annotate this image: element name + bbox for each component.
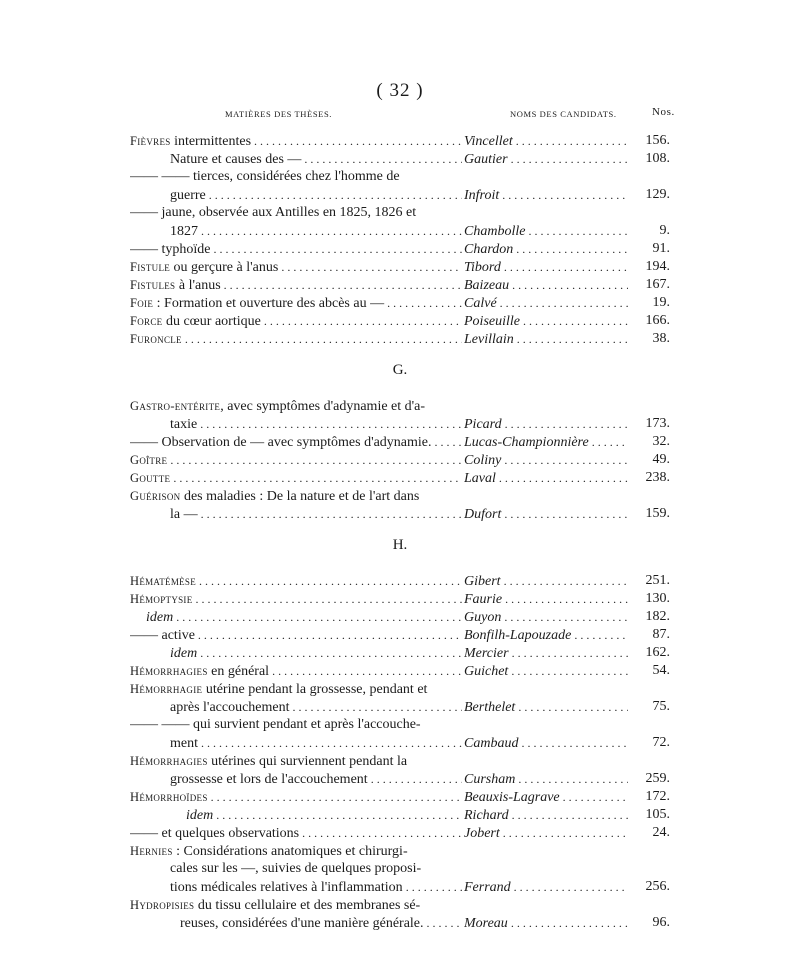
thesis-number: 105.	[628, 806, 670, 824]
index-entry	[130, 662, 670, 680]
candidate-name: Richard	[464, 808, 509, 823]
candidate-name: Chambolle	[464, 224, 526, 239]
index-entry	[130, 842, 670, 860]
candidate-name: Cursham	[464, 772, 516, 787]
index-entry	[130, 698, 670, 716]
thesis-number: 91.	[628, 240, 670, 258]
thesis-number: 172.	[628, 788, 670, 806]
entry-subject	[130, 505, 462, 524]
index-entry	[130, 294, 670, 312]
thesis-number: 38.	[628, 330, 670, 348]
entry-text: taxie	[170, 417, 198, 432]
entry-text: —— —— tierces, considérées chez l'homme de	[130, 169, 400, 184]
thesis-number: 129.	[628, 186, 670, 204]
candidate-name: Gibert	[464, 574, 501, 589]
index-entry	[130, 770, 670, 788]
index-entry	[130, 644, 670, 662]
candidate-name: Chardon	[464, 242, 514, 257]
index-entry	[130, 222, 670, 240]
entry-heading: Hydropisies	[130, 898, 195, 912]
index-entry	[130, 914, 670, 932]
index-entry	[130, 415, 670, 433]
index-entry	[130, 132, 670, 150]
thesis-number: 173.	[628, 415, 670, 433]
candidate-name: Infroit	[464, 188, 500, 203]
index-entry	[130, 240, 670, 258]
index-entry	[130, 204, 670, 222]
entry-text: cales sur les —, suivies de quelques proposi-	[170, 861, 422, 876]
entry-heading: Goutte	[130, 471, 171, 485]
column-header-noms: NOMS DES CANDIDATS.	[510, 109, 617, 119]
entry-text: intermittentes	[170, 134, 252, 149]
entry-subject	[130, 842, 462, 861]
entry-subject	[130, 914, 462, 933]
entry-subject	[130, 572, 462, 591]
column-header-numero: Nos.	[652, 106, 675, 118]
section-letter: G.	[392, 362, 408, 378]
entry-text: la —	[170, 507, 198, 522]
candidate-name: Picard	[464, 417, 502, 432]
thesis-number: 49.	[628, 451, 670, 469]
candidate-name: Faurie	[464, 592, 503, 607]
candidate-name: Guyon	[464, 610, 502, 625]
thesis-number: 156.	[628, 132, 670, 150]
entry-text: —— Observation de — avec symptômes d'adynamie.	[130, 435, 432, 450]
entry-text: idem	[186, 808, 214, 823]
entry-heading: Guérison	[130, 489, 181, 503]
thesis-number: 87.	[628, 626, 670, 644]
index-entry	[130, 330, 670, 348]
index-entry	[130, 469, 670, 487]
entry-text: 1827	[170, 224, 198, 239]
thesis-number: 256.	[628, 878, 670, 896]
entry-text: du tissu cellulaire et des membranes sé-	[194, 898, 421, 913]
index-entry	[130, 806, 670, 824]
index-entry	[130, 451, 670, 469]
entry-subject	[130, 168, 462, 186]
thesis-number: 167.	[628, 276, 670, 294]
thesis-number: 32.	[628, 433, 670, 451]
index-entry	[130, 608, 670, 626]
entry-text: Nature et causes des —	[170, 152, 302, 167]
entry-subject	[130, 824, 462, 843]
candidate-name: Calvé	[464, 296, 497, 311]
entry-subject	[130, 330, 462, 349]
entry-heading: Force	[130, 314, 163, 328]
entry-subject	[130, 788, 462, 807]
entry-subject	[130, 716, 462, 734]
entry-text: tions médicales relatives à l'inflammation	[170, 880, 403, 895]
entry-subject	[130, 806, 462, 825]
candidate-name: Lucas-Championnière	[464, 435, 589, 450]
entry-text: , avec symptômes d'adynamie et d'a-	[220, 399, 426, 414]
index-entry	[130, 626, 670, 644]
entry-subject	[130, 240, 462, 259]
entry-subject	[130, 204, 462, 222]
candidate-name: Laval	[464, 471, 496, 486]
index-entry	[130, 186, 670, 204]
index-entry	[130, 168, 670, 186]
index-entry	[130, 860, 670, 878]
thesis-number: 259.	[628, 770, 670, 788]
entry-subject	[130, 770, 462, 789]
entry-subject	[130, 469, 462, 488]
thesis-number: 19.	[628, 294, 670, 312]
candidate-name: Bonfilh-Lapouzade	[464, 628, 572, 643]
entry-subject	[130, 896, 462, 915]
entry-subject	[130, 294, 462, 313]
thesis-number: 194.	[628, 258, 670, 276]
entry-heading: Hématémèse	[130, 574, 197, 588]
thesis-number: 24.	[628, 824, 670, 842]
entry-text: guerre	[170, 188, 206, 203]
candidate-name: Ferrand	[464, 880, 511, 895]
index-entry	[130, 258, 670, 276]
candidate-name: Tibord	[464, 260, 501, 275]
entry-text: utérines qui surviennent pendant la	[207, 754, 408, 769]
entry-subject	[130, 186, 462, 205]
index-entry	[130, 397, 670, 415]
entry-text: —— active	[130, 628, 195, 643]
index-entry	[130, 433, 670, 451]
thesis-number: 130.	[628, 590, 670, 608]
page-number: ( 32 )	[376, 80, 424, 101]
thesis-number: 96.	[628, 914, 670, 932]
entry-text: : Considérations anatomiques et chirurgi-	[172, 844, 408, 859]
thesis-number: 72.	[628, 734, 670, 752]
index-entry	[130, 487, 670, 505]
entry-subject	[130, 258, 462, 277]
entry-text: ment	[170, 736, 198, 751]
entry-subject	[130, 397, 462, 416]
candidate-name: Gautier	[464, 152, 508, 167]
entry-subject	[130, 222, 462, 241]
candidate-name: Levillain	[464, 332, 514, 347]
entry-text: utérine pendant la grossesse, pendant et	[202, 682, 428, 697]
entry-heading: Hernies	[130, 844, 173, 858]
entry-subject	[130, 433, 462, 452]
entry-text: : Formation et ouverture des abcès au —	[153, 296, 385, 311]
index-entry	[130, 896, 670, 914]
entry-text: —— jaune, observée aux Antilles en 1825, 1826 et	[130, 205, 417, 220]
entry-text: après l'accouchement	[170, 700, 290, 715]
entry-text: idem	[146, 610, 174, 625]
entry-heading: Fièvres	[130, 134, 171, 148]
entry-subject	[130, 132, 462, 151]
index-entry	[130, 312, 670, 330]
column-header-matieres: MATIÈRES DES THÈSES.	[225, 109, 333, 119]
entry-text: —— et quelques observations	[130, 826, 300, 841]
entry-heading: Furoncle	[130, 332, 182, 346]
index-entry	[130, 752, 670, 770]
thesis-number: 182.	[628, 608, 670, 626]
entry-heading: Hémorrhagie	[130, 682, 203, 696]
entry-text: en général	[207, 664, 270, 679]
entry-heading: Fistule	[130, 260, 171, 274]
entry-subject	[130, 451, 462, 470]
thesis-number: 166.	[628, 312, 670, 330]
index-entry	[130, 716, 670, 734]
entry-subject	[130, 590, 462, 609]
entry-text: idem	[170, 646, 198, 661]
section-letter: H.	[392, 537, 408, 553]
index-entry	[130, 680, 670, 698]
entry-subject	[130, 312, 462, 331]
candidate-name: Coliny	[464, 453, 502, 468]
candidate-name: Mercier	[464, 646, 509, 661]
candidate-name: Guichet	[464, 664, 509, 679]
index-entry	[130, 734, 670, 752]
entry-subject	[130, 698, 462, 717]
entry-text: —— —— qui survient pendant et après l'accouche-	[130, 717, 421, 732]
entry-subject	[130, 276, 462, 295]
entry-heading: Gastro-entérite	[130, 399, 221, 413]
entry-text: —— typhoïde	[130, 242, 211, 257]
entry-subject	[130, 860, 462, 878]
candidate-name: Vincellet	[464, 134, 513, 149]
candidate-name: Berthelet	[464, 700, 516, 715]
candidate-name: Jobert	[464, 826, 500, 841]
entry-text: reuses, considérées d'une manière générale.	[180, 916, 424, 931]
entry-heading: Hémorrhagies	[130, 754, 208, 768]
entry-heading: Hémorrhoïdes	[130, 790, 208, 804]
thesis-number: 162.	[628, 644, 670, 662]
entry-text: des maladies : De la nature et de l'art dans	[180, 489, 420, 504]
entry-heading: Goître	[130, 453, 168, 467]
entry-subject	[130, 752, 462, 771]
candidate-name: Dufort	[464, 507, 502, 522]
candidate-name: Baizeau	[464, 278, 510, 293]
entry-text: du cœur aortique	[162, 314, 261, 329]
entry-subject	[130, 680, 462, 699]
entry-subject	[130, 662, 462, 681]
entry-subject	[130, 150, 462, 169]
thesis-number: 108.	[628, 150, 670, 168]
thesis-number: 159.	[628, 505, 670, 523]
candidate-name: Cambaud	[464, 736, 519, 751]
entry-subject	[130, 415, 462, 434]
candidate-name: Poiseuille	[464, 314, 520, 329]
index-entry	[130, 505, 670, 523]
entry-text: grossesse et lors de l'accouchement	[170, 772, 368, 787]
thesis-number: 54.	[628, 662, 670, 680]
entry-subject	[130, 487, 462, 506]
entry-heading: Hémorrhagies	[130, 664, 208, 678]
thesis-number: 251.	[628, 572, 670, 590]
index-entry	[130, 572, 670, 590]
entry-heading: Fistules	[130, 278, 176, 292]
index-entry	[130, 590, 670, 608]
index-entry	[130, 788, 670, 806]
index-entry	[130, 276, 670, 294]
thesis-number: 9.	[628, 222, 670, 240]
entry-subject	[130, 644, 462, 663]
entry-heading: Hémoptysie	[130, 592, 193, 606]
index-entry	[130, 878, 670, 896]
index-entry	[130, 824, 670, 842]
entry-subject	[130, 734, 462, 753]
candidate-name: Moreau	[464, 916, 508, 931]
entry-text: ou gerçure à l'anus	[170, 260, 279, 275]
entry-heading: Foie	[130, 296, 154, 310]
candidate-name: Beauxis-Lagrave	[464, 790, 560, 805]
entry-subject	[130, 608, 462, 627]
entry-text: à l'anus	[175, 278, 221, 293]
entry-subject	[130, 878, 462, 897]
thesis-number: 75.	[628, 698, 670, 716]
entry-subject	[130, 626, 462, 645]
thesis-number: 238.	[628, 469, 670, 487]
index-entry	[130, 150, 670, 168]
